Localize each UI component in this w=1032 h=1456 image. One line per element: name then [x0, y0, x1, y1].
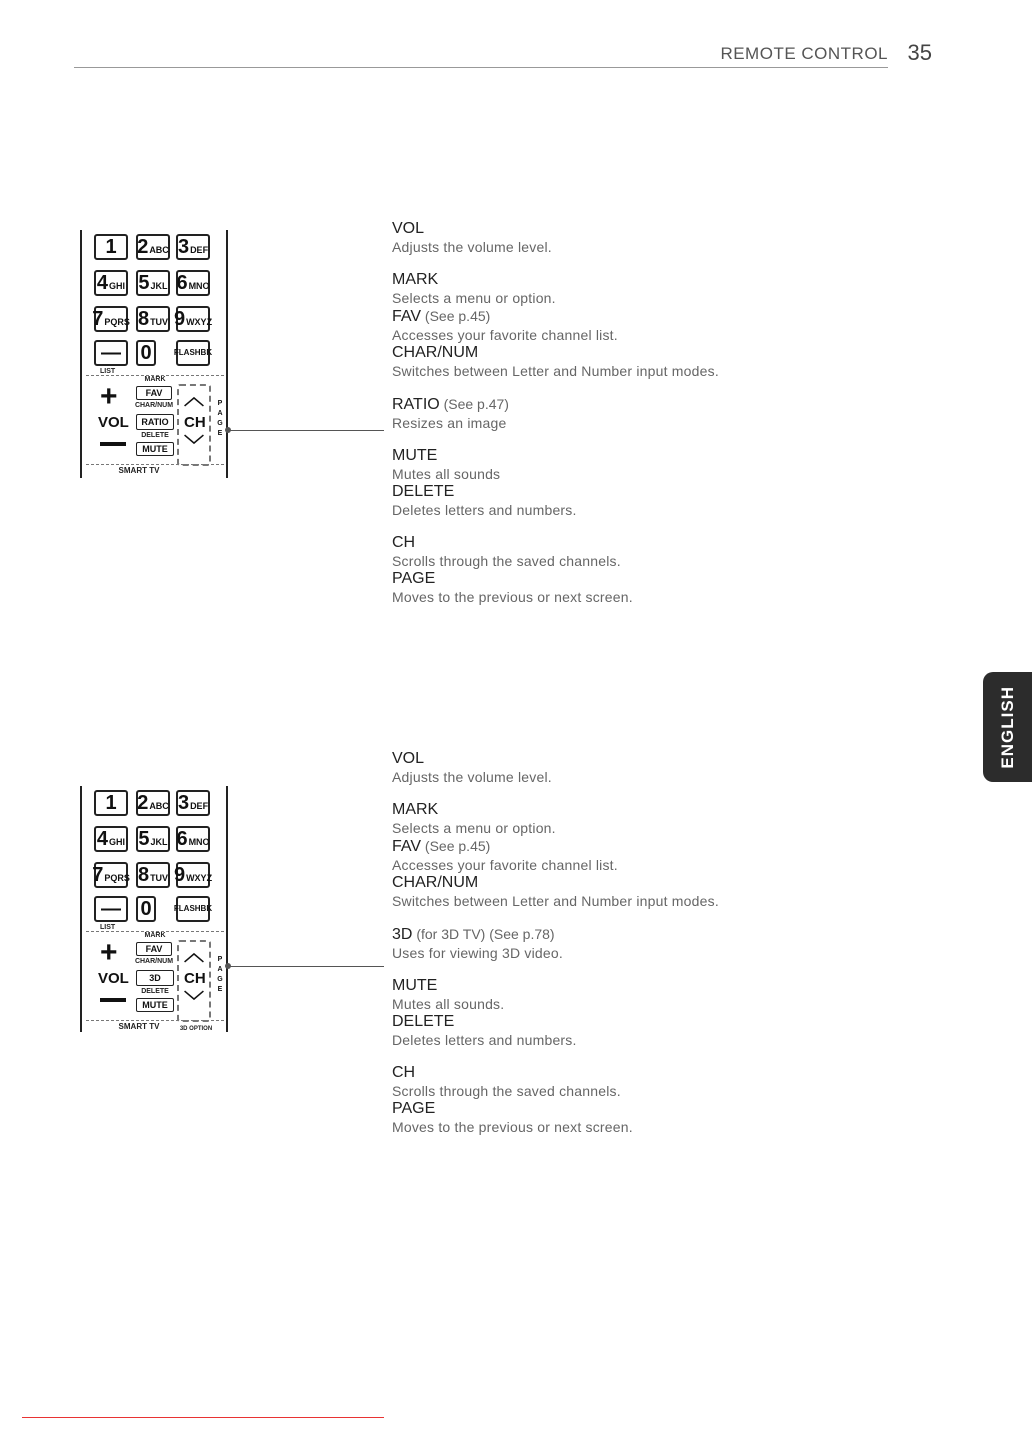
remote-edge: [80, 786, 82, 1032]
fav-key: FAV: [136, 942, 172, 956]
key-letters: WXYZ: [186, 873, 213, 883]
key-letters: GHI: [109, 281, 126, 291]
spacer: [392, 256, 912, 271]
language-tab: [983, 672, 1032, 782]
leader-line: [228, 430, 384, 431]
entry-description: Moves to the previous or next screen.: [392, 1119, 633, 1135]
mute-key: MUTE: [136, 998, 174, 1012]
key-digit: 0: [140, 898, 152, 920]
key-digit: 5: [138, 272, 150, 294]
key-label: FLASHBK: [173, 904, 213, 913]
key-letters: ABC: [149, 245, 169, 255]
entry-description: Switches between Letter and Number input modes.: [392, 363, 719, 379]
entry-title: [392, 977, 912, 995]
number-key-6: [176, 826, 210, 852]
key-letters: GHI: [109, 837, 126, 847]
number-key-8: [136, 862, 170, 888]
entry-description: Deletes letters and numbers.: [392, 502, 577, 518]
spacer: [392, 1049, 912, 1064]
spacer: [392, 432, 912, 447]
number-key-9: [173, 306, 213, 332]
entry-title: [392, 874, 912, 892]
chevron-up-icon: ︿: [184, 943, 204, 965]
entry-note: (See p.47): [439, 396, 509, 412]
dash-symbol: —: [101, 898, 121, 920]
number-key-0: [136, 340, 156, 366]
key-letters: MNO: [188, 837, 210, 847]
entry-title: [392, 447, 912, 465]
entry-description: Adjusts the volume level.: [392, 769, 552, 785]
key-letters: JKL: [150, 281, 168, 291]
list-label: LIST: [100, 924, 116, 931]
footer-rule: [22, 1417, 384, 1418]
entry-description: Mutes all sounds.: [392, 996, 505, 1012]
entry-note: (See p.45): [421, 838, 491, 854]
key-letters: DEF: [190, 245, 209, 255]
entry-title-text: DELETE: [392, 483, 455, 500]
remote-illustration-3d: [80, 786, 230, 1032]
dash-symbol: —: [101, 342, 121, 364]
entry-title: [392, 1064, 912, 1082]
vol-label: VOL: [98, 970, 129, 987]
key-letters: TUV: [150, 317, 169, 327]
entry-title-text: VOL: [392, 750, 425, 767]
number-key-4: [94, 826, 128, 852]
key-digit: 4: [96, 828, 109, 850]
leader-dot: [225, 963, 231, 969]
number-key-2: [136, 234, 170, 260]
key-letters: ABC: [149, 801, 169, 811]
vol-label: VOL: [98, 414, 129, 431]
entry-note: (for 3D TV) (See p.78): [412, 926, 555, 942]
key-digit: 2: [137, 236, 149, 258]
page-letter: A: [217, 410, 223, 417]
key-digit: 6: [176, 828, 188, 850]
key-digit: 0: [140, 342, 152, 364]
entry-description: Resizes an image: [392, 415, 507, 431]
key-digit: 9: [173, 308, 186, 330]
chevron-down-icon: ﹀: [184, 991, 204, 1013]
fav-key: FAV: [136, 386, 172, 400]
smart-tv-label: SMART TV: [118, 466, 160, 475]
page-letter: E: [217, 986, 223, 993]
entry-title: [392, 801, 912, 819]
page-letter: G: [217, 976, 223, 983]
entry-description: Adjusts the volume level.: [392, 239, 552, 255]
key-digit: 8: [137, 308, 150, 330]
entry-description: Selects a menu or option.: [392, 290, 556, 306]
spacer: [392, 910, 912, 925]
page-letter: P: [217, 956, 223, 963]
spacer: [392, 962, 912, 977]
number-key-4: [94, 270, 128, 296]
key-digit: 6: [176, 272, 188, 294]
ch-label: CH: [184, 414, 206, 431]
description-list-2: [392, 750, 912, 1136]
key-digit: 7: [92, 308, 104, 330]
entry-title: [392, 750, 912, 768]
entry-description: Selects a menu or option.: [392, 820, 556, 836]
entry-title: [392, 344, 912, 362]
entry-description: Accesses your favorite channel list.: [392, 857, 618, 873]
charnum-label: CHAR/NUM: [134, 402, 174, 409]
entry-title-text: MUTE: [392, 447, 438, 464]
key-digit: 7: [92, 864, 104, 886]
entry-title-text: VOL: [392, 220, 425, 237]
remote-edge: [226, 230, 228, 478]
leader-line: [228, 966, 384, 967]
3d-option-label: 3D OPTION: [179, 1026, 213, 1032]
entry-title: [392, 570, 912, 588]
list-dash-key: [94, 896, 128, 922]
key-letters: JKL: [150, 837, 168, 847]
entry-note: (See p.45): [421, 308, 491, 324]
entry-description: Scrolls through the saved channels.: [392, 553, 621, 569]
entry-title-text: RATIO: [392, 396, 440, 413]
entry-title: [392, 925, 912, 944]
charnum-label: CHAR/NUM: [134, 958, 174, 965]
key-digit: 2: [137, 792, 149, 814]
mute-key: MUTE: [136, 442, 174, 456]
key-digit: 3: [177, 236, 190, 258]
divider: [86, 464, 224, 465]
key-digit: 8: [137, 864, 150, 886]
divider: [86, 375, 224, 376]
key-letters: WXYZ: [186, 317, 213, 327]
entry-title: [392, 220, 912, 238]
language-tab-label: ENGLISH: [997, 685, 1017, 769]
mark-label: MARK: [144, 932, 166, 939]
entry-title: [392, 1100, 912, 1118]
header-title: REMOTE CONTROL: [720, 44, 888, 63]
key-digit: 9: [173, 864, 186, 886]
key-digit: 4: [96, 272, 109, 294]
entry-title-text: CH: [392, 534, 416, 551]
number-key-8: [136, 306, 170, 332]
entry-title-text: DELETE: [392, 1013, 455, 1030]
remote-edge: [226, 786, 228, 1032]
entry-title-text: MARK: [392, 801, 439, 818]
number-key-0: [136, 896, 156, 922]
page-letter: G: [217, 420, 223, 427]
entry-title-text: CHAR/NUM: [392, 344, 479, 361]
entry-title-text: 3D: [392, 926, 413, 943]
number-key-2: [136, 790, 170, 816]
entry-title: [392, 837, 912, 856]
entry-title: [392, 534, 912, 552]
key-label: FLASHBK: [173, 348, 213, 357]
entry-title-text: FAV: [392, 838, 422, 855]
key-letters: MNO: [188, 281, 210, 291]
entry-title: [392, 1013, 912, 1031]
key-letters: TUV: [150, 873, 169, 883]
key-digit: 3: [177, 792, 190, 814]
flashbk-key: [173, 340, 213, 366]
chevron-down-icon: ﹀: [184, 435, 204, 457]
entry-title-text: FAV: [392, 308, 422, 325]
entry-description: Scrolls through the saved channels.: [392, 1083, 621, 1099]
chevron-up-icon: ︿: [184, 387, 204, 409]
list-label: LIST: [100, 368, 116, 375]
spacer: [392, 519, 912, 534]
entry-description: Moves to the previous or next screen.: [392, 589, 633, 605]
entry-title-text: CH: [392, 1064, 416, 1081]
entry-title-text: MUTE: [392, 977, 438, 994]
key-letters: DEF: [190, 801, 209, 811]
key-digit: 1: [105, 792, 117, 814]
mark-label: MARK: [144, 376, 166, 383]
delete-label: DELETE: [141, 432, 169, 439]
remote-illustration-ratio: [80, 230, 230, 478]
entry-title: [392, 483, 912, 501]
number-key-3: [176, 234, 210, 260]
number-key-5: [136, 826, 170, 852]
divider: [86, 931, 224, 932]
entry-title: [392, 395, 912, 414]
number-key-3: [176, 790, 210, 816]
volume-up-icon: +: [100, 380, 118, 413]
number-key-7: [94, 306, 128, 332]
key-digit: 1: [105, 236, 117, 258]
entry-title-text: PAGE: [392, 1100, 436, 1117]
number-key-9: [173, 862, 213, 888]
number-key-6: [176, 270, 210, 296]
list-dash-key: [94, 340, 128, 366]
page-number: 35: [907, 40, 932, 65]
number-key-5: [136, 270, 170, 296]
smart-tv-label: SMART TV: [118, 1022, 160, 1031]
key-letters: PQRS: [104, 873, 130, 883]
3d-key: 3D: [136, 970, 174, 986]
number-key-7: [94, 862, 128, 888]
entry-description: Mutes all sounds: [392, 466, 501, 482]
page-letter: P: [217, 400, 223, 407]
flashbk-key: [173, 896, 213, 922]
entry-description: Uses for viewing 3D video.: [392, 945, 563, 961]
volume-down-icon: [100, 998, 126, 1002]
ch-label: CH: [184, 970, 206, 987]
volume-down-icon: [100, 442, 126, 446]
spacer: [392, 786, 912, 801]
entry-title-text: CHAR/NUM: [392, 874, 479, 891]
number-key-1: [94, 790, 128, 816]
entry-description: Deletes letters and numbers.: [392, 1032, 577, 1048]
delete-label: DELETE: [141, 988, 169, 995]
entry-title: [392, 271, 912, 289]
entry-title-text: PAGE: [392, 570, 436, 587]
page-letter: E: [217, 430, 223, 437]
divider: [86, 1020, 224, 1021]
number-key-1: [94, 234, 128, 260]
entry-description: Switches between Letter and Number input modes.: [392, 893, 719, 909]
entry-title: [392, 307, 912, 326]
key-letters: PQRS: [104, 317, 130, 327]
page-letter: A: [217, 966, 223, 973]
ratio-key: RATIO: [136, 414, 174, 430]
description-list-1: [392, 220, 912, 606]
leader-dot: [225, 427, 231, 433]
volume-up-icon: +: [100, 936, 118, 969]
key-digit: 5: [138, 828, 150, 850]
spacer: [392, 380, 912, 395]
header-divider: [74, 67, 888, 68]
entry-title-text: MARK: [392, 271, 439, 288]
entry-description: Accesses your favorite channel list.: [392, 327, 618, 343]
remote-edge: [80, 230, 82, 478]
